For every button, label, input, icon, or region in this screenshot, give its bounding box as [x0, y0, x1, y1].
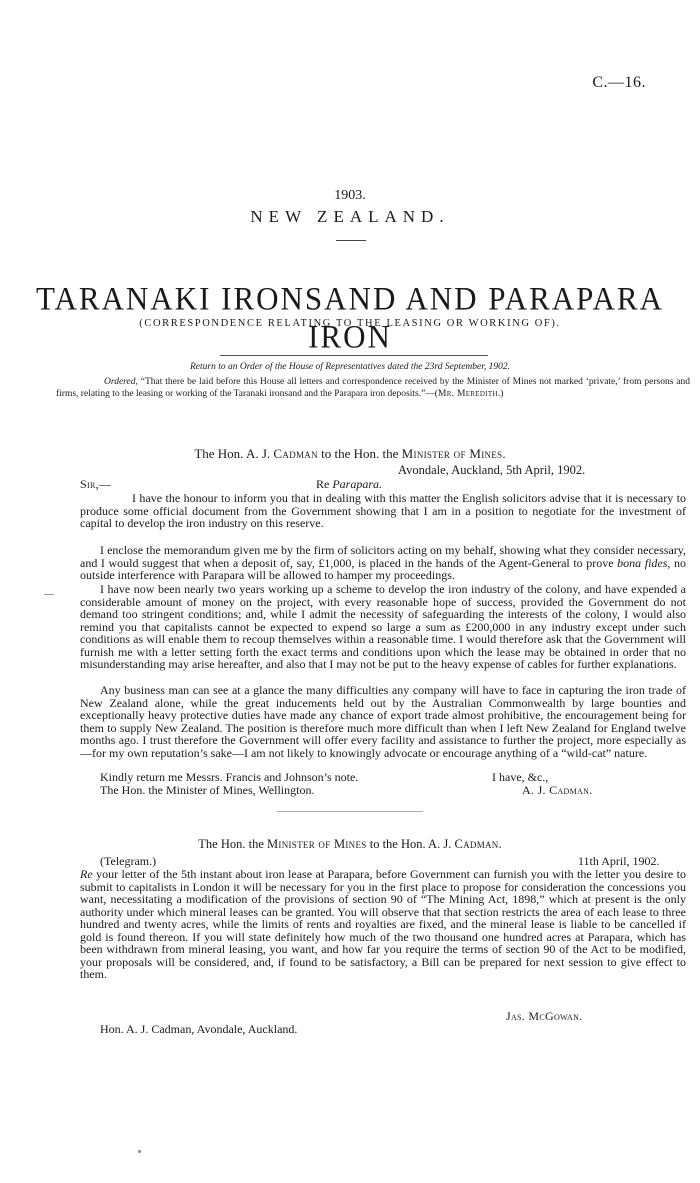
- letter2-re-word: Re: [80, 867, 93, 881]
- letter1-heading-pre: The Hon. A. J.: [194, 446, 274, 461]
- letter1-re-line: [316, 478, 382, 491]
- letter2-heading: [0, 837, 700, 852]
- letter1-heading-end: .: [502, 446, 506, 461]
- document-year: 1903.: [334, 188, 366, 203]
- letter2-heading-mid: to the Hon. A. J.: [366, 837, 455, 851]
- letter1-paragraph-2: [80, 544, 686, 582]
- letter1-paragraph-5: Kindly return me Messrs. Francis and Johnson’s note.: [100, 770, 359, 784]
- letter-separator: [277, 811, 423, 812]
- letter2-heading-end: .: [498, 837, 502, 851]
- letter1-heading-name: Cadman: [273, 446, 318, 461]
- document-subtitle: (CORRESPONDENCE RELATING TO THE LEASING OR WORKING OF).: [139, 318, 561, 329]
- order-divider: [220, 355, 488, 356]
- letter1-addressee: The Hon. the Minister of Mines, Wellington.: [100, 783, 315, 797]
- document-title: TARANAKI IRONSAND AND PARAPARA IRON: [36, 280, 664, 355]
- letter2-body-text: your letter of the 5th instant about iron lease at Parapara, before Government can furnish you with the letter you desire to submit to capitalists in London it will be necessary for you in the first place to propose for consideration the concessions you want, necessitating a modification of the provisions of section 90 of “The Mining Act, 1898,” which at present is the only authority under which mineral leases can be granted. You will observe that that section restricts the area of each lease to three hundred and twenty acres, while the limits of rents and royalties are fixed, and the mineral lease is liable to be cancelled if gold is found thereon. If you will state definitely how much of the two thousand one hundred acres at Parapara, which has been withdrawn from mineral leasing, you want, and how far you require the terms of section 90 of the Act to be modified, your proposals will be considered, and, if found to be satisfactory, a Bill can be prepared for next session to give effect to them.: [80, 867, 686, 981]
- letter1-address-date: Avondale, Auckland, 5th April, 1902.: [398, 463, 586, 477]
- letter1-paragraph-4: Any business man can see at a glance the many difficulties any company will have to face in capturing the iron trade of New Zealand alone, while the great inducements held out by the Australian Commonwealth by large bounties and exceptionally heavy protective duties have made any chance of export trade almost prohibitive, the encouragement being for them to supply New Zealand. The position is therefore much more difficult than when I left New Zealand for England twelve months ago. I trust therefore the Government will offer every facility and assistance to further the project, more especially as—for my own reputation’s sake—I am not likely to knowingly advocate or encourage anything of a “wild-cat” nature.: [80, 683, 686, 760]
- telegram-label: (Telegram.): [100, 854, 157, 868]
- letter1-closing: I have, &c.,: [492, 770, 549, 784]
- letter2-heading-office: Minister of Mines: [267, 837, 367, 851]
- page-reference: C.—16.: [592, 74, 646, 91]
- letter2-signature: Jas. McGowan.: [506, 1009, 583, 1023]
- return-order-line: Return to an Order of the House of Representatives dated the 23rd September, 1902.: [189, 362, 511, 372]
- letter2-heading-name: Cadman: [454, 837, 499, 851]
- letter1-paragraph-3: I have now been nearly two years working up a scheme to develop the iron industry of the colony, and have expended a considerable amount of money on the project, with every reasonable hope of success, provided the Government do not demand too stringent conditions; and, while I admit the necessity of safeguarding the interests of the colony, I would also remind you that capitalists cannot be expected to expend so large a sum as £200,000 in any industry except under such conditions as will enable them to recoup themselves within a reasonable time. I would therefore ask that the Government will furnish me with a letter setting forth the exact terms and conditions upon which the lease may be obtained in order that no misunderstanding may arise hereafter, and also that I may not be put to the heavy expense of cables for further explanations.: [80, 582, 686, 671]
- letter1-heading-mid: to the Hon. the: [317, 446, 402, 461]
- letter2-addressee: Hon. A. J. Cadman, Avondale, Auckland.: [100, 1022, 298, 1036]
- letter1-re-subject: Parapara.: [332, 477, 383, 491]
- margin-mark: [44, 594, 54, 595]
- ordered-mover: Mr. Meredith: [437, 389, 498, 400]
- letter1-p2-a: I enclose the memorandum given me by the firm of solicitors acting on my behalf, showing what they consider necessary, and I would suggest that when a deposit of, say, £1,000, is placed in the hands of the Agent-General to prove: [80, 543, 686, 570]
- letter1-heading-office: Minister of Mines: [401, 446, 503, 461]
- country-heading: NEW ZEALAND.: [250, 207, 450, 226]
- ordered-paragraph: [56, 376, 690, 401]
- letter1-p2-italic: bona fides: [617, 555, 668, 570]
- ordered-text: “That there be laid before this House all letters and correspondence received by the Minister of Mines not marked ‘private,’ from persons and firms, relating to the leasing or working of the Taranaki ironsand and the Parapara iron deposits.”—(: [56, 377, 691, 400]
- letter1-salutation: Sir,—: [80, 477, 112, 491]
- letter2-date: 11th April, 1902.: [578, 854, 660, 868]
- letter1-signature: A. J. Cadman.: [522, 783, 593, 797]
- ordered-end: .): [497, 389, 504, 400]
- letter1-re-label: Re: [316, 477, 333, 491]
- letter2-heading-pre: The Hon. the: [198, 837, 267, 851]
- letter1-paragraph-1: I have the honour to inform you that in dealing with this matter the English solicitors advise that it is necessary to produce some official document from the Government showing that I am in a position to negotiate for the investment of capital to develop the iron industry on this reserve.: [80, 491, 686, 530]
- title-divider: [336, 240, 366, 241]
- letter1-heading: [0, 446, 700, 462]
- ordered-label: Ordered,: [104, 377, 138, 387]
- letter1-p2-b: , no outside interference with Parapara will be allowed to hamper my proceedings.: [80, 555, 687, 582]
- print-speck: [138, 1150, 141, 1153]
- letter2-body: [80, 868, 686, 981]
